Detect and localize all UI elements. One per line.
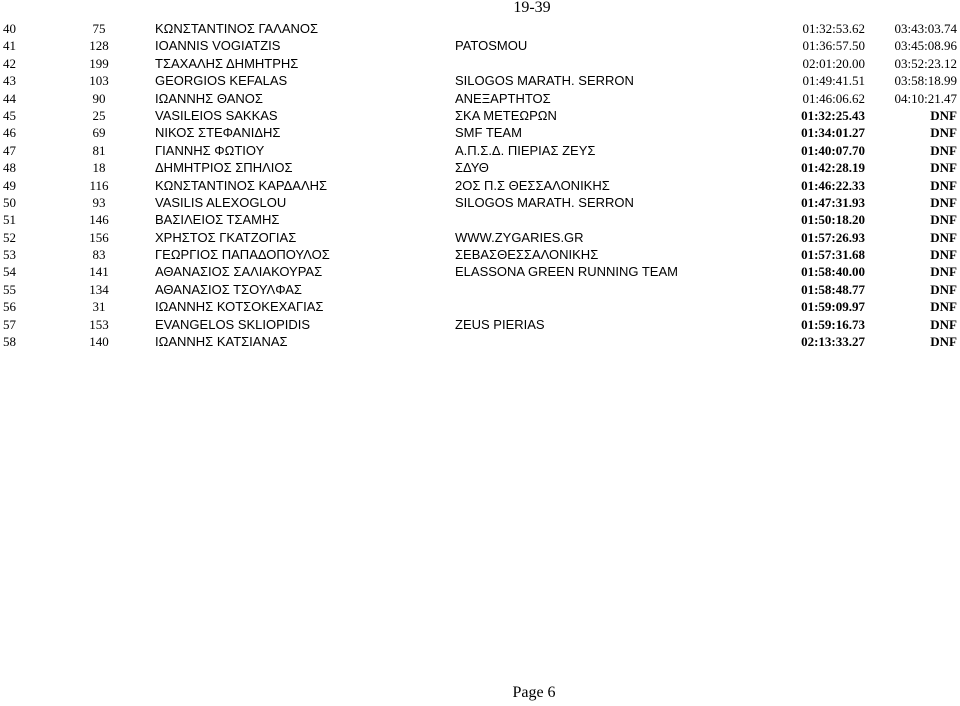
athlete-name-cell: VASILEIOS SAKKAS bbox=[155, 107, 278, 123]
split-time-cell: 01:36:57.50 bbox=[802, 38, 865, 54]
athlete-name-cell: ΔΗΜΗΤΡΙΟΣ ΣΠΗΛΙΟΣ bbox=[155, 160, 293, 176]
bib-cell: 83 bbox=[92, 247, 106, 263]
position-cell: 55 bbox=[3, 281, 16, 297]
position-cell: 49 bbox=[3, 177, 16, 193]
table-row bbox=[0, 72, 960, 89]
table-row bbox=[0, 281, 960, 298]
bib-cell: 128 bbox=[89, 38, 109, 54]
category-code: 19-39 bbox=[513, 0, 551, 16]
final-time-cell: DNF bbox=[930, 299, 957, 315]
split-time-cell: 01:47:31.93 bbox=[801, 194, 865, 210]
final-time-cell: DNF bbox=[930, 264, 957, 280]
table-row bbox=[0, 229, 960, 246]
final-time-cell: 03:43:03.74 bbox=[894, 21, 957, 36]
athlete-name-cell: ΚΩΝΣΤΑΝΤΙΝΟΣ ΓΑΛΑΝΟΣ bbox=[155, 21, 319, 36]
final-time-cell: 03:58:18.99 bbox=[894, 73, 957, 89]
final-time-cell: DNF bbox=[930, 281, 957, 297]
bib-cell: 134 bbox=[89, 281, 109, 297]
split-time-cell: 01:40:07.70 bbox=[801, 142, 865, 158]
table-row bbox=[0, 298, 960, 315]
club-cell: ΣΕΒΑΣΘΕΣΣΑΛΟΝΙΚΗΣ bbox=[455, 247, 599, 263]
club-cell: ΑΝΕΞΑΡΤΗΤΟΣ bbox=[455, 90, 551, 106]
split-time-cell: 01:58:48.77 bbox=[801, 281, 865, 297]
athlete-name-cell: ΑΘΑΝΑΣΙΟΣ ΤΣΟΥΛΦΑΣ bbox=[155, 281, 302, 297]
final-time-cell: DNF bbox=[930, 177, 957, 193]
split-time-cell: 02:01:20.00 bbox=[802, 55, 865, 71]
split-time-cell: 01:59:09.97 bbox=[801, 299, 865, 315]
athlete-name-cell: EVANGELOS SKLIOPIDIS bbox=[155, 316, 311, 332]
position-cell: 58 bbox=[3, 334, 16, 350]
split-time-cell: 01:58:40.00 bbox=[801, 264, 865, 280]
bib-cell: 81 bbox=[92, 142, 106, 158]
athlete-name-cell: ΚΩΝΣΤΑΝΤΙΝΟΣ ΚΑΡΔΑΛΗΣ bbox=[155, 177, 328, 193]
final-time-cell: DNF bbox=[930, 229, 957, 245]
final-time-cell: DNF bbox=[930, 194, 957, 210]
final-time-cell: DNF bbox=[930, 107, 957, 123]
table-row bbox=[0, 211, 960, 228]
bib-cell: 103 bbox=[89, 73, 109, 89]
table-row bbox=[0, 333, 960, 350]
table-row bbox=[0, 194, 960, 211]
club-cell: PATOSMOU bbox=[455, 38, 528, 54]
split-time-cell: 01:57:31.68 bbox=[801, 247, 865, 263]
position-cell: 51 bbox=[3, 212, 16, 228]
results-table bbox=[0, 20, 960, 350]
position-cell: 46 bbox=[3, 125, 16, 141]
split-time-cell: 01:34:01.27 bbox=[801, 125, 865, 141]
final-time-cell: DNF bbox=[930, 142, 957, 158]
athlete-name-cell: IOANNIS VOGIATZIS bbox=[155, 38, 281, 54]
position-cell: 53 bbox=[3, 247, 16, 263]
club-cell: ELASSONA GREEN RUNNING TEAM bbox=[455, 264, 678, 280]
club-cell: Α.Π.Σ.Δ. ΠΙΕΡΙΑΣ ΖΕΥΣ bbox=[455, 142, 596, 158]
final-time-cell: DNF bbox=[930, 316, 957, 332]
table-row bbox=[0, 177, 960, 194]
athlete-name-cell: ΓΙΑΝΝΗΣ ΦΩΤΙΟΥ bbox=[155, 142, 265, 158]
table-row bbox=[0, 246, 960, 263]
position-cell: 50 bbox=[3, 194, 16, 210]
bib-cell: 90 bbox=[92, 90, 106, 106]
split-time-cell: 01:42:28.19 bbox=[801, 160, 865, 176]
position-cell: 44 bbox=[3, 90, 16, 106]
athlete-name-cell: ΧΡΗΣΤΟΣ ΓΚΑΤΖΟΓΙΑΣ bbox=[155, 229, 297, 245]
bib-cell: 69 bbox=[92, 125, 106, 141]
position-cell: 48 bbox=[3, 160, 16, 176]
final-time-cell: DNF bbox=[930, 160, 957, 176]
position-cell: 40 bbox=[3, 21, 16, 36]
athlete-name-cell: ΙΩΑΝΝΗΣ ΚΟΤΣΟΚΕΧΑΓΙΑΣ bbox=[155, 299, 324, 315]
club-cell: WWW.ZYGARIES.GR bbox=[455, 229, 584, 245]
position-cell: 41 bbox=[3, 38, 16, 54]
athlete-name-cell: ΑΘΑΝΑΣΙΟΣ ΣΑΛΙΑΚΟΥΡΑΣ bbox=[155, 264, 323, 280]
bib-cell: 75 bbox=[92, 21, 106, 36]
table-row bbox=[0, 107, 960, 124]
split-time-cell: 01:59:16.73 bbox=[801, 316, 865, 332]
athlete-name-cell: ΤΣΑΧΑΛΗΣ ΔΗΜΗΤΡΗΣ bbox=[155, 55, 299, 71]
athlete-name-cell: ΝΙΚΟΣ ΣΤΕΦΑΝΙΔΗΣ bbox=[155, 125, 281, 141]
club-cell: ΣΚΑ ΜΕΤΕΩΡΩΝ bbox=[455, 107, 557, 123]
bib-cell: 140 bbox=[89, 334, 109, 350]
position-cell: 57 bbox=[3, 316, 16, 332]
final-time-cell: 03:52:23.12 bbox=[894, 55, 957, 71]
position-cell: 54 bbox=[3, 264, 16, 280]
bib-cell: 141 bbox=[89, 264, 109, 280]
athlete-name-cell: ΙΩΑΝΝΗΣ ΘΑΝΟΣ bbox=[155, 90, 263, 106]
table-row bbox=[0, 159, 960, 176]
split-time-cell: 01:46:06.62 bbox=[802, 90, 865, 106]
club-cell: 2ΟΣ Π.Σ ΘΕΣΣΑΛΟΝΙΚΗΣ bbox=[455, 177, 610, 193]
bib-cell: 146 bbox=[89, 212, 109, 228]
club-cell: SILOGOS MARATH. SERRON bbox=[455, 73, 634, 89]
bib-cell: 116 bbox=[89, 177, 109, 193]
bib-cell: 156 bbox=[89, 229, 109, 245]
bib-cell: 31 bbox=[92, 299, 106, 315]
position-cell: 43 bbox=[3, 73, 16, 89]
club-cell: ZEUS PIERIAS bbox=[455, 316, 545, 332]
athlete-name-cell: ΒΑΣΙΛΕΙΟΣ ΤΣΑΜΗΣ bbox=[155, 212, 280, 228]
split-time-cell: 01:50:18.20 bbox=[801, 212, 865, 228]
athlete-name-cell: ΙΩΑΝΝΗΣ ΚΑΤΣΙΑΝΑΣ bbox=[155, 334, 288, 350]
bib-cell: 93 bbox=[92, 194, 106, 210]
position-cell: 42 bbox=[3, 55, 16, 71]
table-row bbox=[0, 55, 960, 72]
bib-cell: 199 bbox=[89, 55, 109, 71]
table-row bbox=[0, 142, 960, 159]
table-row bbox=[0, 124, 960, 141]
position-cell: 56 bbox=[3, 299, 16, 315]
athlete-name-cell: ΓΕΩΡΓΙΟΣ ΠΑΠΑΔΟΠΟΥΛΟΣ bbox=[155, 247, 330, 263]
table-row bbox=[0, 90, 960, 107]
final-time-cell: 03:45:08.96 bbox=[894, 38, 957, 54]
club-cell: ΣΔΥΘ bbox=[455, 160, 489, 176]
final-time-cell: DNF bbox=[930, 247, 957, 263]
table-row bbox=[0, 263, 960, 280]
bib-cell: 153 bbox=[89, 316, 109, 332]
final-time-cell: DNF bbox=[930, 212, 957, 228]
table-row bbox=[0, 316, 960, 333]
split-time-cell: 01:49:41.51 bbox=[802, 73, 865, 89]
table-row bbox=[0, 20, 960, 37]
athlete-name-cell: VASILIS ALEXOGLOU bbox=[155, 194, 287, 210]
split-time-cell: 01:57:26.93 bbox=[801, 229, 865, 245]
final-time-cell: 04:10:21.47 bbox=[894, 90, 957, 106]
split-time-cell: 01:46:22.33 bbox=[801, 177, 865, 193]
club-cell: SILOGOS MARATH. SERRON bbox=[455, 194, 634, 210]
split-time-cell: 01:32:25.43 bbox=[801, 107, 865, 123]
bib-cell: 18 bbox=[92, 160, 106, 176]
club-cell: SMF TEAM bbox=[455, 125, 522, 141]
position-cell: 47 bbox=[3, 142, 16, 158]
page-number: Page 6 bbox=[512, 684, 556, 701]
position-cell: 45 bbox=[3, 107, 16, 123]
table-row bbox=[0, 37, 960, 54]
athlete-name-cell: GEORGIOS KEFALAS bbox=[155, 73, 288, 89]
final-time-cell: DNF bbox=[930, 125, 957, 141]
position-cell: 52 bbox=[3, 229, 16, 245]
split-time-cell: 02:13:33.27 bbox=[801, 334, 865, 350]
bib-cell: 25 bbox=[92, 107, 106, 123]
final-time-cell: DNF bbox=[930, 334, 957, 350]
split-time-cell: 01:32:53.62 bbox=[802, 21, 865, 36]
